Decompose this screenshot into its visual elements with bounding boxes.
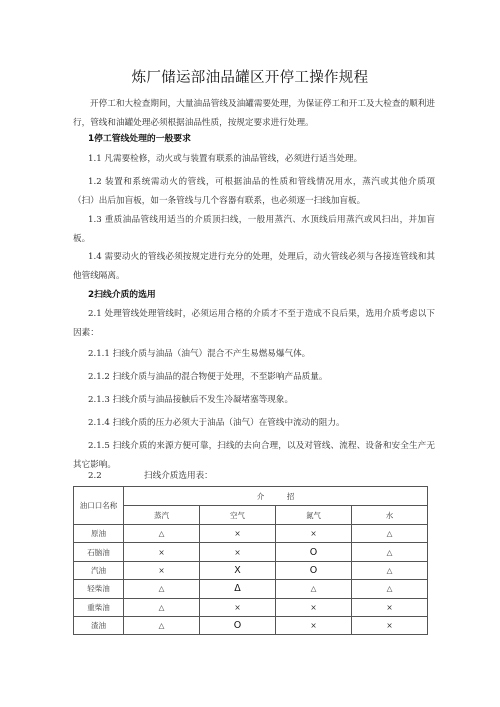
table-row — [74, 598, 428, 616]
table-cell: △ — [124, 598, 200, 616]
table-cell: △ — [352, 580, 428, 598]
column-header: 水 — [352, 506, 428, 525]
section2-item-4: 2.1.3 扫线介质与油品接触后不发生冷凝堵塞等现象。 — [88, 395, 294, 405]
section1-item-2: 1.2 装置和系统需动火的管线，可根据油品的性质和管线情况用水，蒸汽或其他介质项（扫）出后加盲板，如一条管线与几个容器有联系，也必须逐一扫线加盲板。 — [73, 177, 435, 206]
table-cell: × — [276, 616, 352, 634]
table-caption-number: 2.2 — [88, 471, 102, 481]
table-cell: × — [200, 598, 276, 616]
table-cell: X — [200, 561, 276, 579]
section2-item-1: 2.1 处理管线处理管线时，必须运用合格的介质才不至于造成不良后果，选用介质考虑以下因素： — [73, 309, 435, 338]
table-cell: △ — [124, 580, 200, 598]
column-header: 蒸汽 — [124, 506, 200, 525]
table-cell: × — [124, 543, 200, 561]
oil-name-cell: 汽油 — [74, 561, 124, 579]
section1-item-3: 1.3 重质油品管线用适当的介质顶扫线，一般用蒸汽、水顶线后用蒸汽或风扫出，并加盲板。 — [73, 215, 435, 244]
column-header: 空气 — [200, 506, 276, 525]
section1-item-4: 1.4 需要动火的管线必须按规定进行充分的处理，处理后，动火管线必须与各接连管线和其他管线隔离。 — [73, 252, 435, 281]
table-row — [74, 616, 428, 634]
table-cell: △ — [276, 580, 352, 598]
section1-heading: 1停工管线处理的一般要求 — [88, 134, 191, 144]
section2-item-2: 2.1.1 扫线介质与油品（油气）混合不产生易燃易爆气体。 — [88, 349, 311, 359]
table-column-row — [74, 506, 428, 525]
table-cell: △ — [124, 525, 200, 543]
section2-item-3: 2.1.2 扫线介质与油品的混合物便于处理，不至影响产品质量。 — [88, 372, 328, 382]
section1-item-1: 1.1 凡需要检修，动火或与装置有联系的油品管线，必须进行适当处理。 — [88, 154, 363, 164]
column-header: 氮气 — [276, 506, 352, 525]
table-cell: O — [276, 543, 352, 561]
table-cell: △ — [352, 543, 428, 561]
table-group-header: 介 招 — [124, 487, 428, 506]
table-cell: △ — [124, 616, 200, 634]
table-cell: Δ — [200, 580, 276, 598]
table-cell: × — [352, 616, 428, 634]
oil-name-cell: 石脑油 — [74, 543, 124, 561]
table-cell: × — [276, 598, 352, 616]
table-row — [74, 525, 428, 543]
oil-name-cell: 重柴油 — [74, 598, 124, 616]
table-row-header: 油口口名称 — [74, 487, 124, 525]
table-cell: × — [200, 543, 276, 561]
section2-heading: 2扫线介质的选用 — [88, 290, 156, 300]
table-row — [74, 561, 428, 579]
table-cell: O — [200, 616, 276, 634]
oil-name-cell: 原油 — [74, 525, 124, 543]
table-cell: × — [276, 525, 352, 543]
section2-item-5: 2.1.4 扫线介质的压力必须大于油品（油气）在管线中流动的阻力。 — [88, 418, 345, 428]
table-cell: △ — [352, 561, 428, 579]
table-row — [74, 580, 428, 598]
table-cell: △ — [352, 525, 428, 543]
document-title: 炼厂储运部油品罐区开停工操作规程 — [131, 70, 369, 86]
oil-name-cell: 渣油 — [74, 616, 124, 634]
table-cell: × — [352, 598, 428, 616]
table-cell: × — [124, 561, 200, 579]
table-caption-text: 扫线介质选用表： — [144, 471, 213, 481]
table-row — [74, 543, 428, 561]
oil-name-cell: 轻柴油 — [74, 580, 124, 598]
table-cell: O — [276, 561, 352, 579]
table-header-row — [74, 487, 428, 506]
intro-paragraph: 开停工和大检查期间，大量油品管线及油罐需要处理，为保证停工和开工及大检查的顺利进行，管线和油罐处理必须根据油品性质，按规定要求进行处理。 — [73, 99, 435, 128]
medium-selection-table — [73, 486, 428, 635]
section2-item-6: 2.1.5 扫线介质的来源方便可靠，扫线的去向合理，以及对管线、流程、设备和安全生产无其它影响。 — [73, 441, 435, 470]
table-caption — [88, 469, 213, 481]
table-cell: × — [200, 525, 276, 543]
